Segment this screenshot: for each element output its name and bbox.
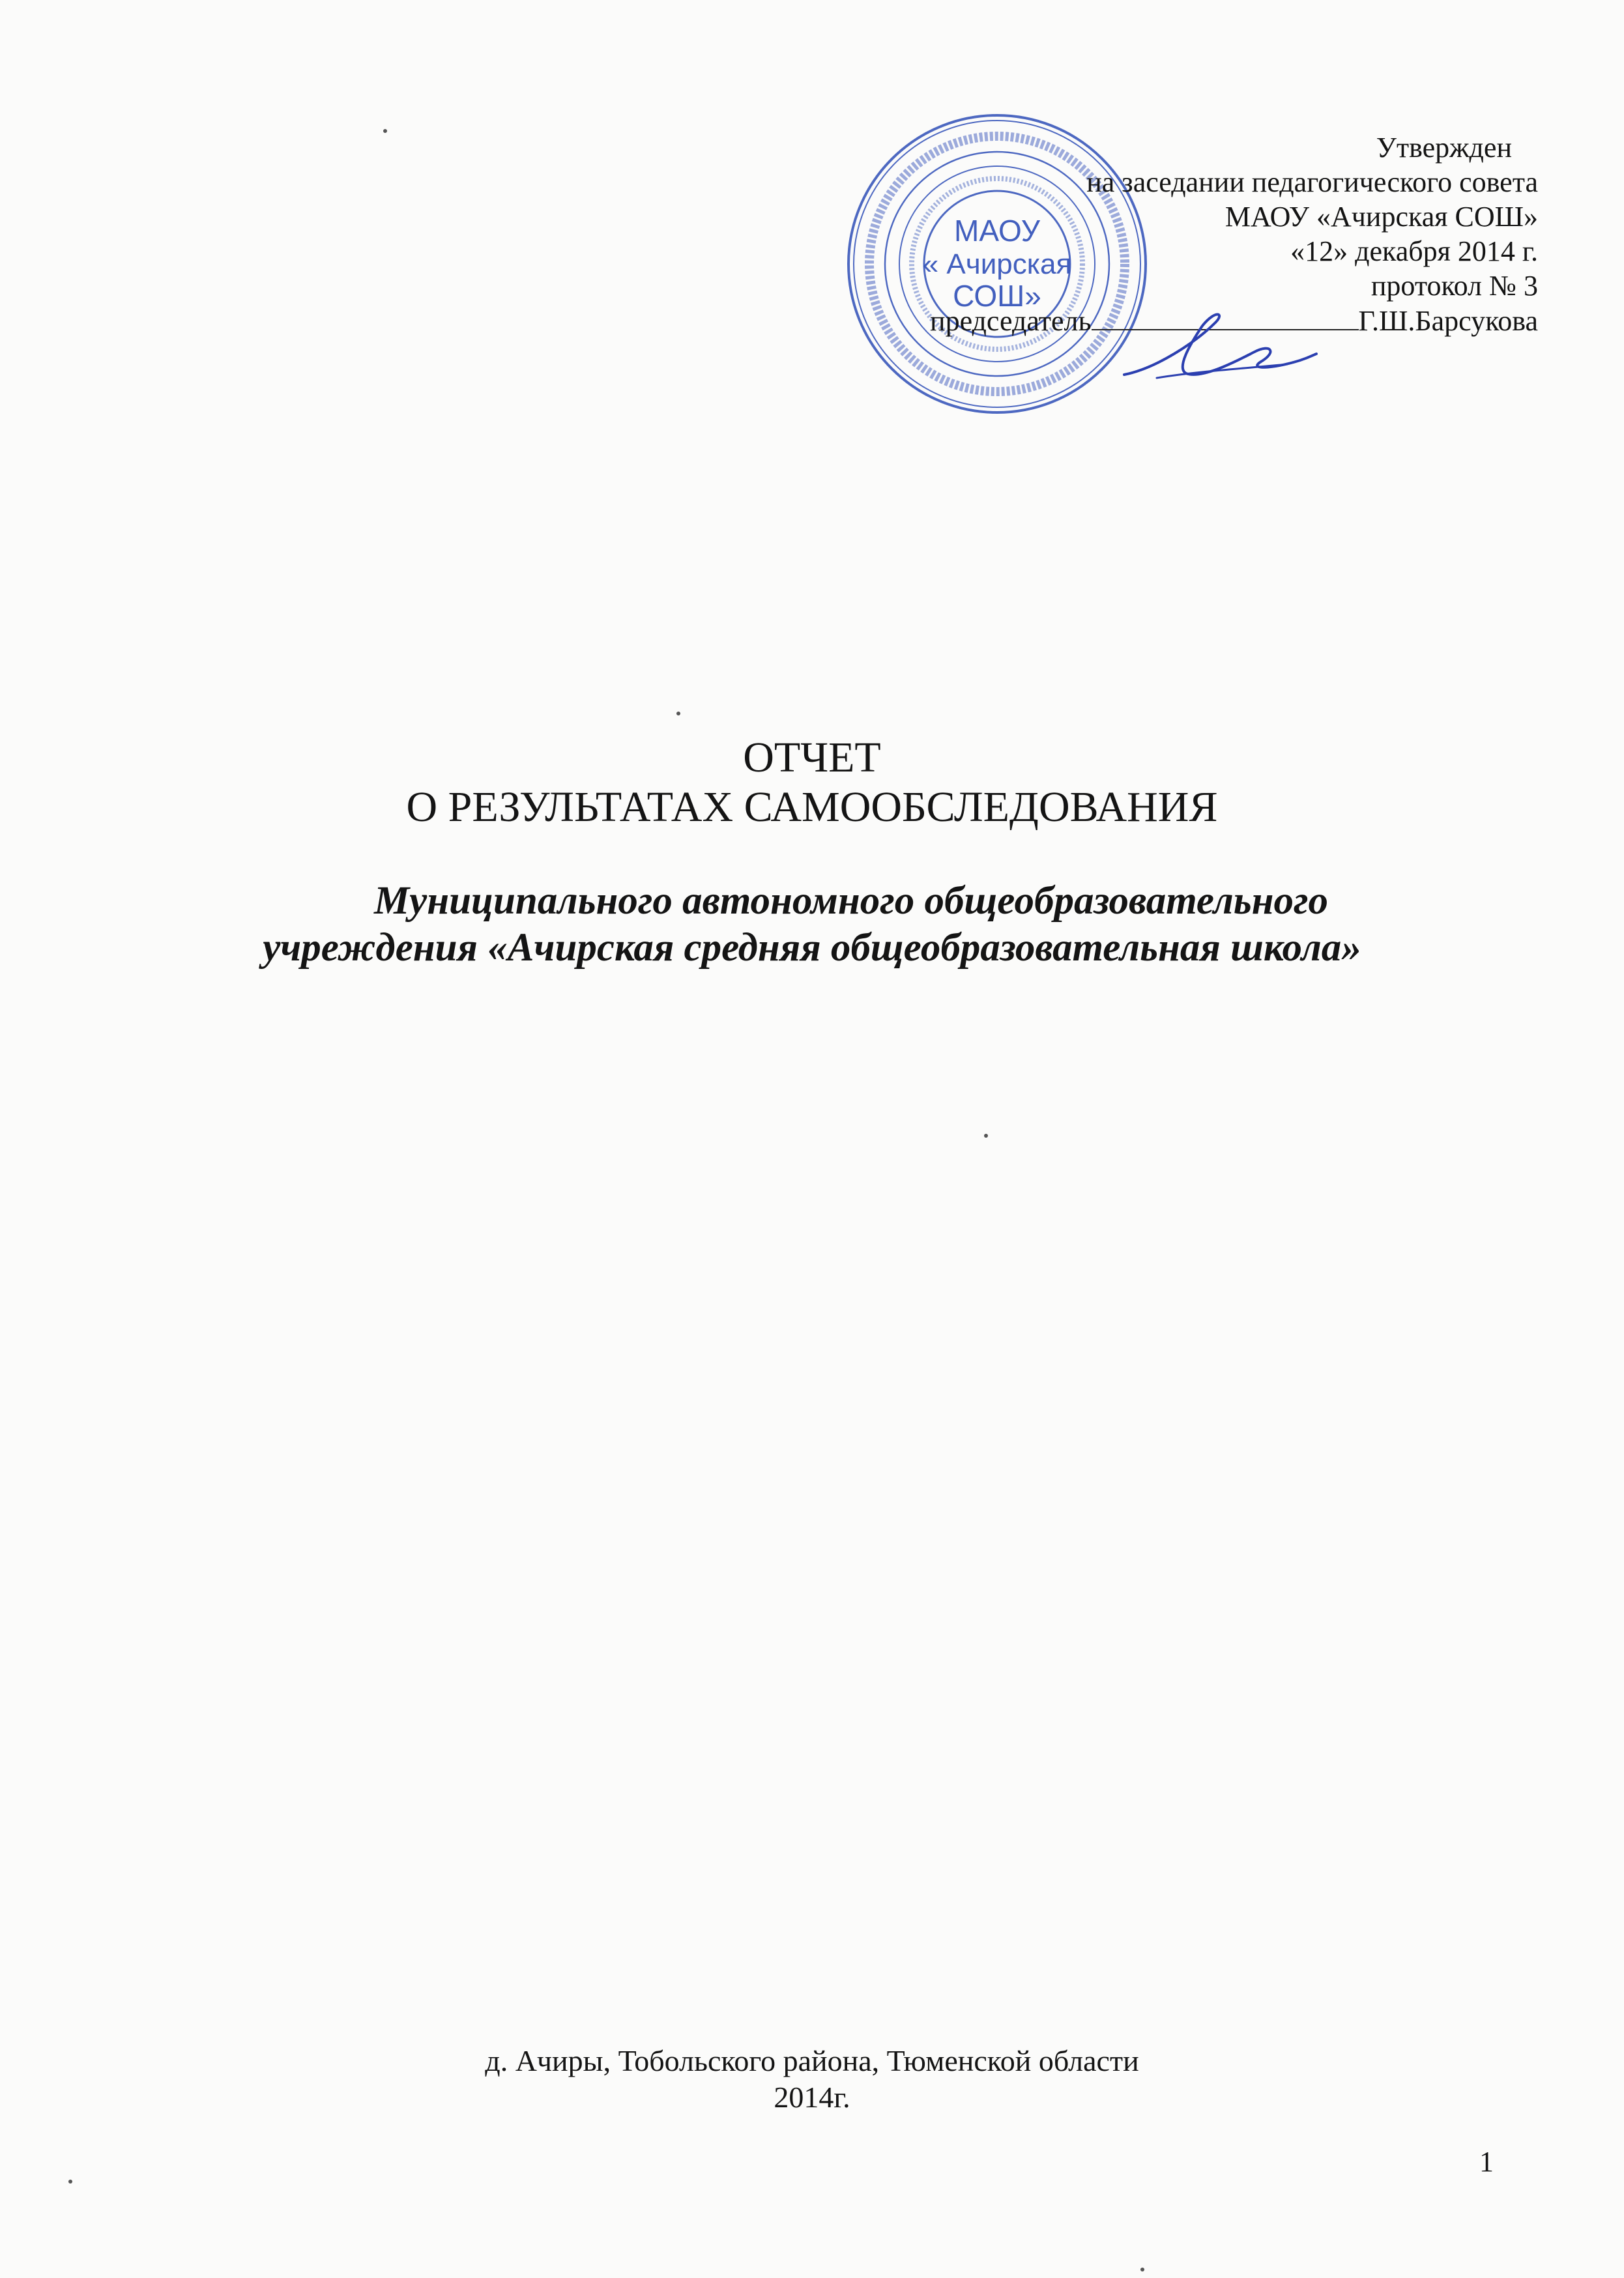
page-number: 1 (1479, 2146, 1494, 2178)
seal-text-line-3: СОШ» (953, 279, 1041, 313)
footer (0, 2043, 1624, 2116)
approval-heading: Утвержден (1376, 132, 1512, 164)
report-title-block (0, 733, 1624, 972)
institution-name (0, 878, 1624, 972)
report-subject: О РЕЗУЛЬТАТАХ САМООБСЛЕДОВАНИЯ (406, 783, 1218, 831)
institution-name-line-2: учреждения «Ачирская средняя общеобразовательная школа» (263, 926, 1361, 970)
approval-school: МАОУ «Ачирская СОШ» (1225, 201, 1538, 233)
footer-location: д. Ачиры, Тобольского района, Тюменской области (485, 2044, 1139, 2077)
approval-date: «12» декабря 2014 г. (1290, 235, 1538, 267)
footer-year: 2014г. (774, 2081, 850, 2114)
institution-name-line-1: Муниципального автономного общеобразовательного (373, 879, 1329, 923)
report-title: ОТЧЕТ (743, 734, 881, 781)
speck (68, 2180, 72, 2184)
speck (676, 712, 680, 715)
handwritten-signature (1118, 296, 1320, 394)
chairman-label: председатель (930, 305, 1092, 337)
approval-council: на заседании педагогического совета (1086, 166, 1538, 198)
seal-text-line-2: « Ачирская (922, 248, 1072, 280)
seal-text-line-1: МАОУ (954, 214, 1040, 248)
approval-protocol: протокол № 3 (1370, 270, 1538, 302)
speck (984, 1134, 988, 1138)
speck (1140, 2268, 1144, 2271)
chairman-name: Г.Ш.Барсукова (1358, 305, 1538, 337)
speck (383, 129, 387, 133)
